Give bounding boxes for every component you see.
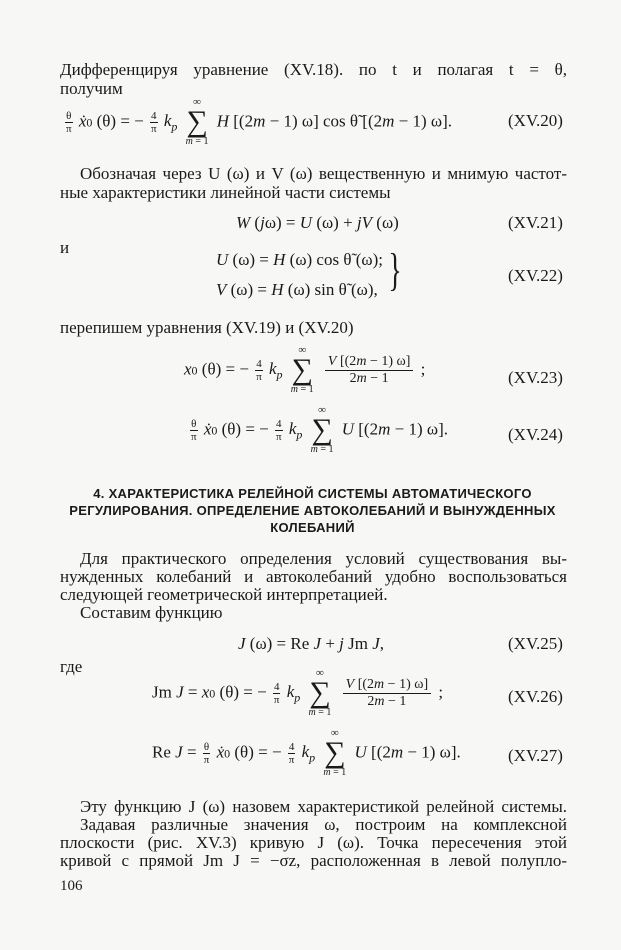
paragraph-line: Обозначая через U (ω) и V (ω) вещественную и мнимую частот- (80, 164, 567, 183)
equation-xv22-line1: U (ω) = H (ω) cos θ̃ (ω); (216, 250, 383, 269)
paragraph-line: Задавая различные значения ω, построим на комплексной (80, 815, 567, 834)
equation-xv26: Jm J = x0 (θ) = − $\frac{4}{\pi}$ $k_p$ ∞ ∑ m = 1 $\frac{V [(2m - 1) \omega]}{2m - 1}$ ; (152, 667, 444, 718)
paragraph-line: перепишем уравнения (XV.19) и (XV.20) (60, 318, 354, 337)
paragraph-line: Составим функцию (80, 603, 223, 622)
paragraph-line: и (60, 238, 70, 257)
equation-number: (XV.27) (508, 746, 563, 765)
paragraph-line: ные характеристики линейной части системы (60, 183, 391, 202)
paragraph-line: следующей геометрической интерпретацией. (60, 585, 388, 604)
paragraph-line: Эту функцию J (ω) назовем характеристикой релейной системы. (80, 797, 567, 816)
paragraph-line: Для практического определения условий существования вы- (80, 549, 567, 568)
paragraph-line: нужденных колебаний и автоколебаний удобно воспользоваться (60, 567, 567, 586)
equation-xv24: $\frac{\theta}{\pi}$ ẋ0 (θ) = − $\frac{4}{\pi}$ $k_p$ ∞ ∑ m = 1 U [(2m − 1) ω]. (191, 404, 448, 455)
section-heading-line: 4. ХАРАКТЕРИСТИКА РЕЛЕЙНОЙ СИСТЕМЫ АВТОМАТИЧЕСКОГО (93, 486, 532, 501)
paragraph-line: где (60, 657, 83, 676)
equation-xv22-line2: V (ω) = H (ω) sin θ̃ (ω), (216, 280, 378, 299)
section-heading-line: РЕГУЛИРОВАНИЯ. ОПРЕДЕЛЕНИЕ АВТОКОЛЕБАНИЙ И ВЫНУЖДЕННЫХ (69, 503, 556, 518)
equation-number: (XV.20) (508, 111, 563, 130)
paragraph-line: кривой с прямой Jm J = −σz, расположенная в левой полупло- (60, 851, 567, 870)
paragraph-line: Дифференцируя уравнение (XV.18). по t и полагая t = θ, (60, 60, 567, 79)
equation-xv21: W (jω) = U (ω) + jV (ω) (236, 213, 399, 232)
equation-number: (XV.21) (508, 213, 563, 232)
paragraph-line: получим (60, 79, 123, 98)
right-brace: } (388, 244, 402, 295)
section-heading-line: КОЛЕБАНИЙ (270, 520, 355, 535)
equation-xv23: x0 (θ) = − $\frac{4}{\pi}$ $k_p$ ∞ ∑ m = 1 $\frac{V [(2m - 1) \omega]}{2m - 1}$ ; (184, 344, 426, 395)
equation-number: (XV.24) (508, 425, 563, 444)
equation-xv25: J (ω) = Re J + j Jm J, (238, 634, 385, 653)
equation-number: (XV.25) (508, 634, 563, 653)
equation-number: (XV.23) (508, 368, 563, 387)
equation-number: (XV.26) (508, 687, 563, 706)
paragraph-line: плоскости (рис. XV.3) кривую J (ω). Точка пересечения этой (60, 833, 567, 852)
equation-number: (XV.22) (508, 266, 563, 285)
equation-xv20: $\frac{\theta}{\pi}$ ẋ0 (θ) = − $\frac{4}{\pi}$ $k_p$ ∞ ∑ m = 1 H [(2m − 1) ω] cos θ̃ [(2m − 1) ω]. (66, 96, 452, 147)
equation-xv27: Re J = $\frac{\theta}{\pi}$ ẋ0 (θ) = − $\frac{4}{\pi}$ $k_p$ ∞ ∑ m = 1 U [(2m − 1) ω]. (152, 727, 461, 778)
page-number: 106 (60, 878, 83, 894)
